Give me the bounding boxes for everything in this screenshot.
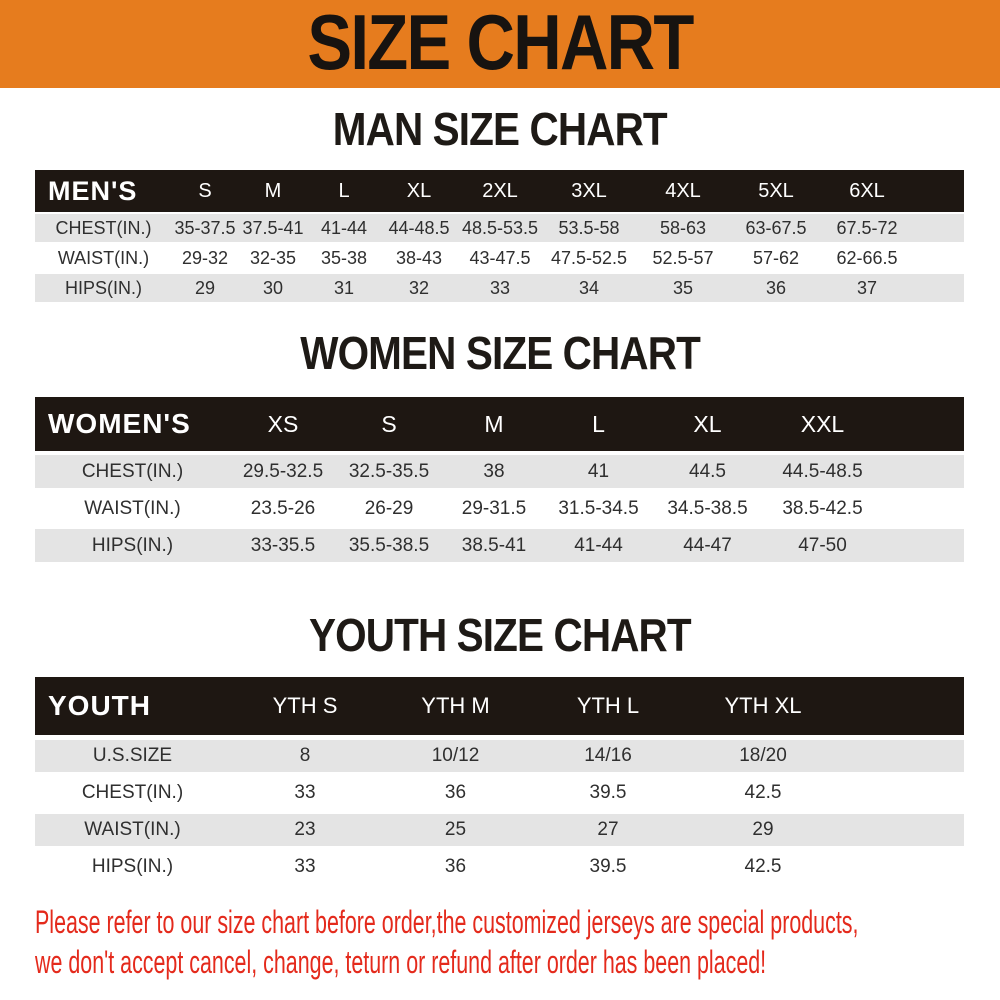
column-header: XL <box>693 410 722 437</box>
row-label: HIPS(IN.) <box>64 277 142 298</box>
size-value: 27 <box>597 819 619 840</box>
table-row-hips <box>35 851 964 883</box>
size-value: 57-62 <box>752 247 800 268</box>
size-value: 23.5-26 <box>250 497 316 519</box>
size-value: 35-38 <box>320 247 368 268</box>
size-value: 44-48.5 <box>388 217 450 238</box>
women-size-table <box>35 397 964 562</box>
size-value: 52.5-57 <box>652 247 714 268</box>
table-row-hips <box>35 274 964 302</box>
size-value: 44.5-48.5 <box>782 460 863 482</box>
size-value: 30 <box>262 277 284 298</box>
table-row-waist <box>35 814 964 846</box>
youth-group-label: YOUTH <box>48 690 151 721</box>
column-header: 5XL <box>758 179 794 202</box>
size-value: 26-29 <box>364 497 414 519</box>
size-value: 10/12 <box>431 745 480 766</box>
section-heading-text: WOMEN SIZE CHART <box>300 327 700 379</box>
size-value: 38.5-41 <box>461 534 527 556</box>
size-value: 42.5 <box>744 782 782 803</box>
column-header: YTH S <box>272 693 338 718</box>
size-value: 48.5-53.5 <box>461 217 539 238</box>
size-value: 33 <box>489 277 511 298</box>
size-value: 25 <box>444 819 467 840</box>
size-value: 34 <box>578 277 600 298</box>
size-value: 31.5-34.5 <box>558 497 639 519</box>
size-value: 36 <box>765 277 787 298</box>
column-header: XL <box>406 179 432 202</box>
size-value: 38-43 <box>395 247 443 268</box>
size-value: 58-63 <box>659 217 707 238</box>
row-label: HIPS(IN.) <box>91 856 174 877</box>
size-value: 33 <box>294 782 316 803</box>
table-row-ussize <box>35 740 964 772</box>
table-row-chest <box>35 455 964 488</box>
column-header: L <box>592 410 605 437</box>
size-value: 37.5-41 <box>242 217 304 238</box>
row-label: CHEST(IN.) <box>55 217 152 238</box>
column-header: M <box>264 179 282 202</box>
size-value: 63-67.5 <box>745 217 807 238</box>
row-label: WAIST(IN.) <box>84 497 181 519</box>
size-value: 35.5-38.5 <box>348 534 430 556</box>
size-value: 35-37.5 <box>174 217 236 238</box>
banner <box>0 0 1000 88</box>
size-value: 23 <box>294 819 316 840</box>
size-value: 36 <box>444 782 467 803</box>
column-header: 6XL <box>849 179 885 202</box>
size-value: 38.5-42.5 <box>782 497 863 519</box>
row-label: HIPS(IN.) <box>91 534 174 556</box>
size-value: 14/16 <box>584 745 632 766</box>
row-label: U.S.SIZE <box>92 745 173 766</box>
row-label: CHEST(IN.) <box>81 460 184 482</box>
size-value: 18/20 <box>739 745 787 766</box>
youth-size-table <box>35 677 964 883</box>
column-header: 2XL <box>482 179 518 202</box>
size-value: 42.5 <box>744 856 782 877</box>
size-value: 31 <box>333 277 355 298</box>
size-value: 41 <box>587 460 610 482</box>
size-value: 29.5-32.5 <box>242 460 324 482</box>
size-value: 35 <box>672 277 694 298</box>
men-group-label: MEN'S <box>48 175 138 206</box>
size-value: 41-44 <box>320 217 368 238</box>
men-size-table <box>35 170 964 302</box>
size-value: 62-66.5 <box>836 247 898 268</box>
column-header: YTH M <box>421 693 490 718</box>
size-value: 39.5 <box>589 856 627 877</box>
column-header: YTH XL <box>724 693 802 718</box>
column-header: XS <box>267 410 299 437</box>
size-value: 38 <box>483 460 505 482</box>
size-value: 34.5-38.5 <box>667 497 748 519</box>
column-header: YTH L <box>576 693 640 718</box>
size-value: 29 <box>194 277 216 298</box>
size-value: 37 <box>856 277 878 298</box>
size-value: 44.5 <box>689 460 726 482</box>
size-value: 43-47.5 <box>469 247 531 268</box>
column-header: XXL <box>800 410 845 437</box>
size-value: 32-35 <box>249 247 297 268</box>
size-value: 53.5-58 <box>558 217 620 238</box>
table-row-waist <box>35 492 964 525</box>
women-group-label: WOMEN'S <box>48 408 191 439</box>
size-value: 39.5 <box>589 782 627 803</box>
row-label: CHEST(IN.) <box>81 782 184 803</box>
size-value: 32.5-35.5 <box>348 460 430 482</box>
youth-header-row <box>35 677 964 735</box>
order-policy-note <box>35 902 975 982</box>
size-value: 8 <box>299 745 311 766</box>
size-value: 47-50 <box>798 534 847 556</box>
size-value: 33 <box>294 856 316 877</box>
size-value: 33-35.5 <box>250 534 316 556</box>
men-header-row <box>35 170 964 212</box>
column-header: M <box>484 410 504 437</box>
column-header: S <box>381 410 397 437</box>
column-header: 4XL <box>665 179 701 202</box>
size-value: 29-32 <box>181 247 229 268</box>
size-value: 29-31.5 <box>461 497 527 519</box>
column-header: 3XL <box>571 179 607 202</box>
table-row-chest <box>35 777 964 809</box>
row-label: WAIST(IN.) <box>84 819 181 840</box>
size-value: 67.5-72 <box>836 217 898 238</box>
section-heading-text: MAN SIZE CHART <box>332 103 667 155</box>
size-value: 32 <box>408 277 430 298</box>
order-policy-line-2: we don't accept cancel, change, teturn or refund after order has been placed! <box>35 944 767 980</box>
size-value: 47.5-52.5 <box>550 247 628 268</box>
table-row-chest <box>35 214 964 242</box>
size-value: 41-44 <box>574 534 623 556</box>
column-header: S <box>198 179 212 202</box>
women-header-row <box>35 397 964 451</box>
size-value: 29 <box>752 819 774 840</box>
row-label: WAIST(IN.) <box>57 247 150 268</box>
man-size-chart-heading <box>0 103 1000 155</box>
women-size-chart-heading <box>0 327 1000 379</box>
youth-size-chart-heading <box>0 609 1000 661</box>
column-header: L <box>338 179 350 202</box>
table-row-waist <box>35 244 964 272</box>
size-value: 36 <box>444 856 467 877</box>
order-policy-line-1: Please refer to our size chart before order,the customized jerseys are special products, <box>35 904 859 940</box>
section-heading-text: YOUTH SIZE CHART <box>309 609 691 661</box>
table-row-hips <box>35 529 964 562</box>
page-title: SIZE CHART <box>307 0 693 86</box>
size-value: 44-47 <box>683 534 732 556</box>
